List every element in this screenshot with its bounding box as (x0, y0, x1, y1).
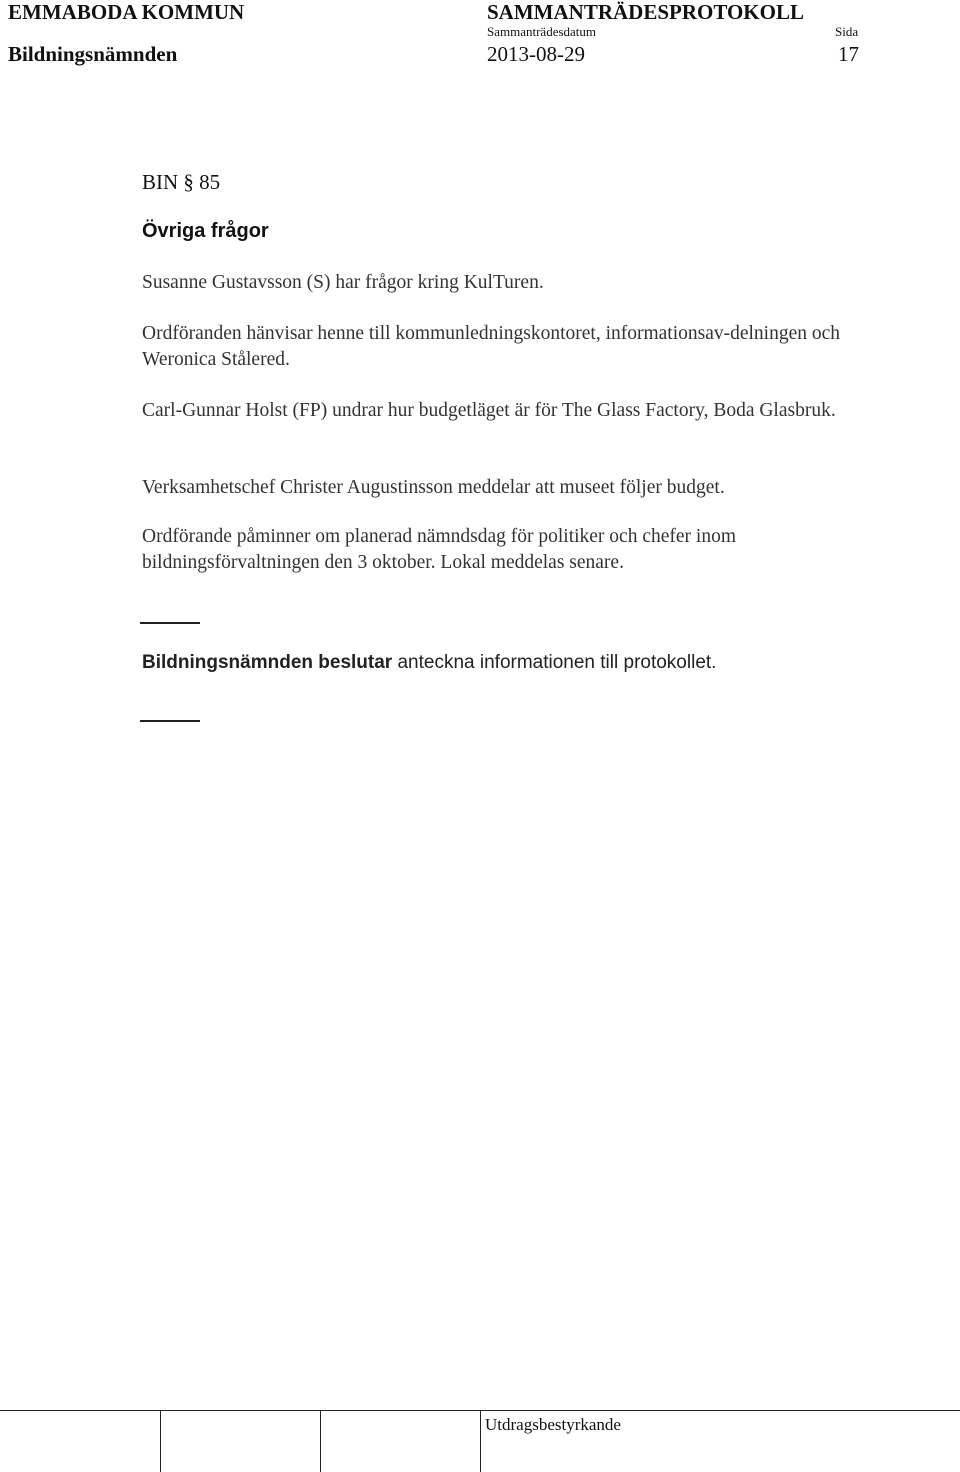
signature-cell (480, 1411, 481, 1472)
signature-cell (320, 1411, 321, 1472)
document-type: SAMMANTRÄDESPROTOKOLL (487, 0, 804, 24)
paragraph-3: Carl-Gunnar Holst (FP) undrar hur budgetläget är för The Glass Factory, Boda Glasbruk. (142, 400, 836, 421)
signature-cell (160, 1411, 161, 1472)
paragraph-4: Verksamhetschef Christer Augustinsson meddelar att museet följer budget. (142, 477, 725, 498)
date-label: Sammanträdesdatum (487, 24, 597, 39)
section-id: BIN § 85 (142, 170, 221, 194)
organization-name: EMMABODA KOMMUN (8, 0, 245, 24)
paragraph-2: Ordföranden hänvisar henne till kommunledningskontoret, informationsav-delningen och Weronica Stålered. (142, 323, 841, 370)
decision-text: anteckna informationen till protokollet. (392, 652, 717, 673)
committee-name: Bildningsnämnden (8, 42, 178, 66)
page-label: Sida (835, 24, 859, 39)
certification-label: Utdragsbestyrkande (485, 1415, 621, 1434)
page-number: 17 (838, 42, 859, 66)
separator-rule (140, 622, 200, 624)
decision-subject: Bildningsnämnden beslutar (142, 652, 393, 673)
separator-rule (140, 720, 200, 722)
certification-table (0, 1410, 960, 1472)
section-title: Övriga frågor (142, 220, 269, 242)
paragraph-5: Ordförande påminner om planerad nämndsdag för politiker och chefer inom bildningsförvaltningen den 3 oktober. Lokal meddelas senare. (142, 526, 736, 573)
paragraph-1: Susanne Gustavsson (S) har frågor kring KulTuren. (142, 272, 544, 293)
decision-line (142, 652, 716, 674)
meeting-date: 2013-08-29 (487, 42, 585, 66)
